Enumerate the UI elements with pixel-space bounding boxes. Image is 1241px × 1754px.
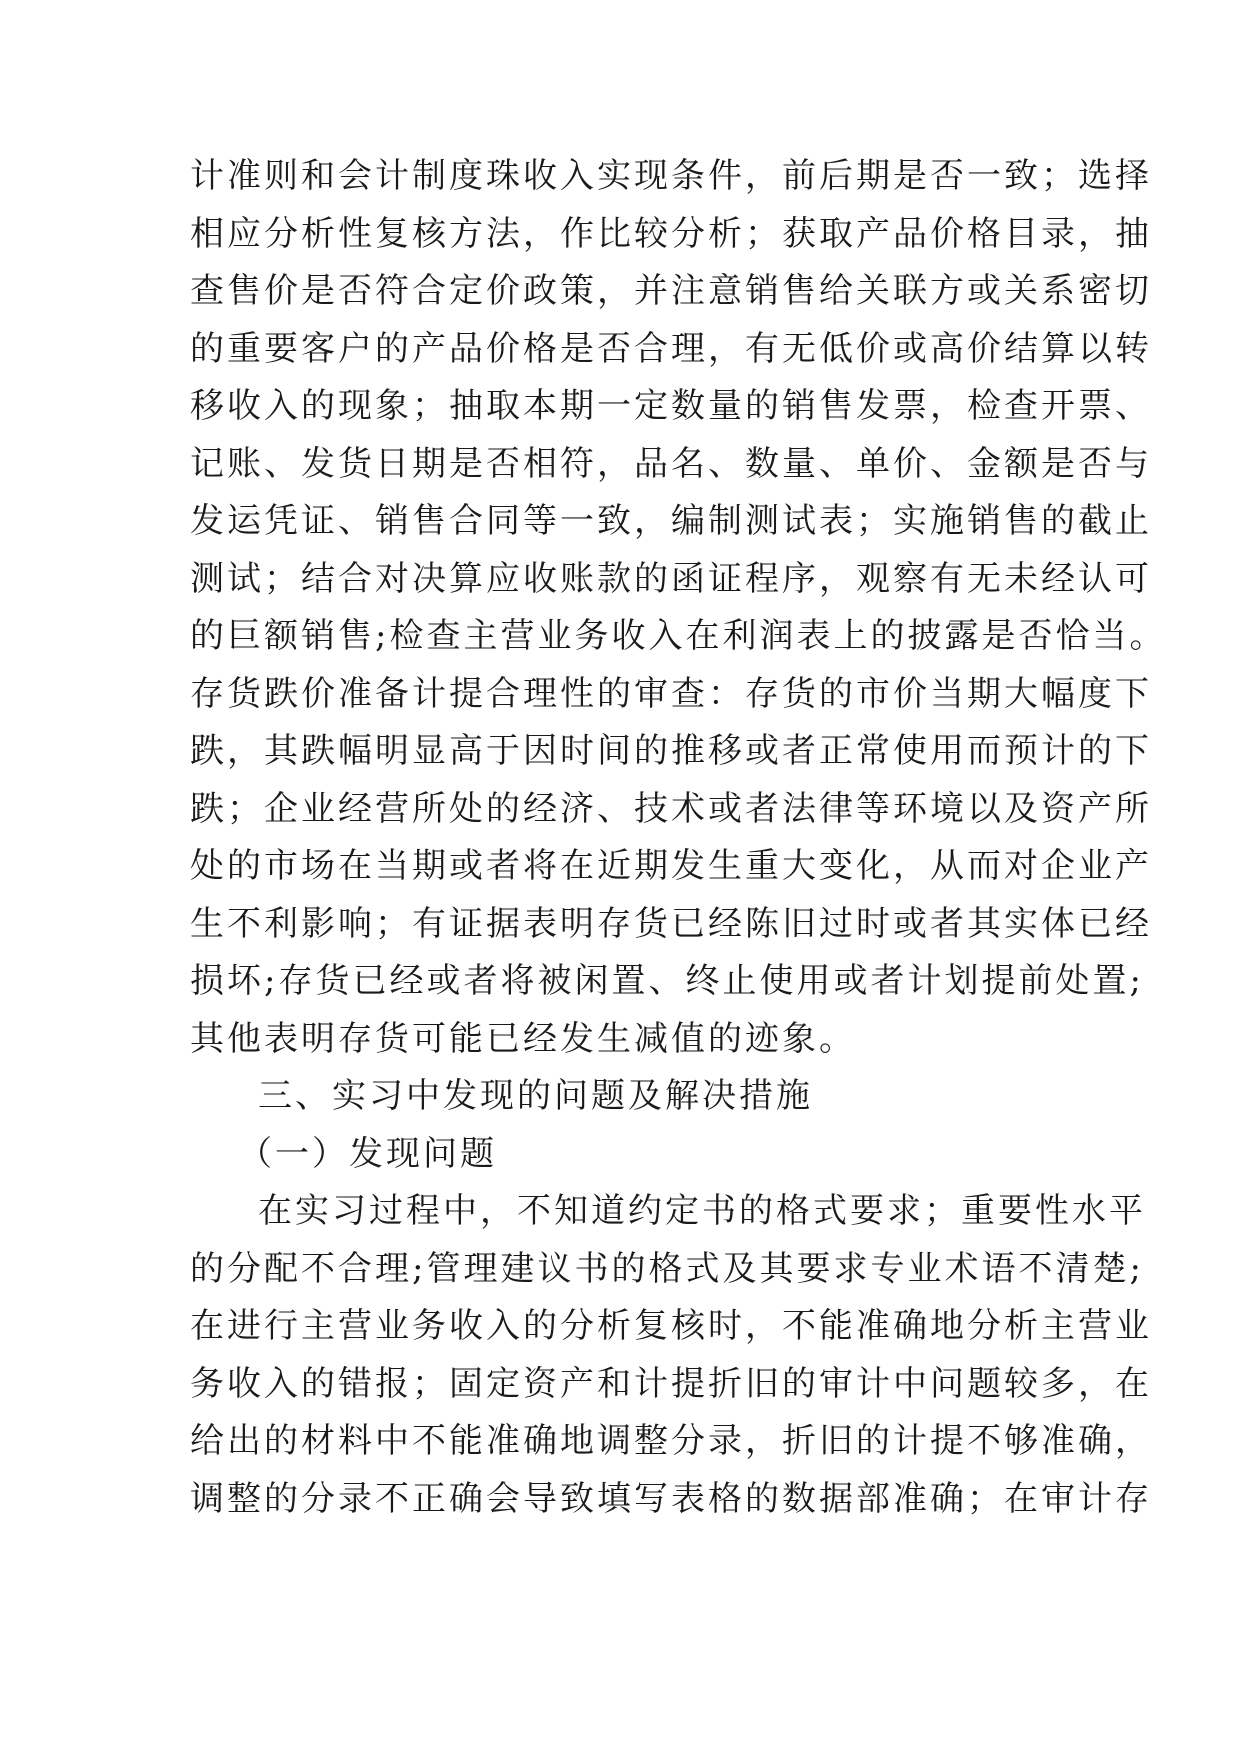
text-line: 记账、发货日期是否相符，品名、数量、单价、金额是否与 — [190, 443, 1152, 484]
section-heading — [190, 1068, 1050, 1126]
paragraph-audit-procedures — [190, 148, 1167, 1068]
heading-text: 三、实习中发现的问题及解决措施 — [258, 1076, 813, 1116]
subsection-heading — [190, 1126, 1050, 1184]
text-line: 测试；结合对决算应收账款的函证程序，观察有无未经认可 — [190, 558, 1152, 599]
text-line: 在实习过程中，不知道约定书的格式要求；重要性水平 — [258, 1191, 1146, 1231]
text-line: 处的市场在当期或者将在近期发生重大变化，从而对企业产 — [190, 846, 1152, 886]
text-line: 发运凭证、销售合同等一致，编制测试表；实施销售的截止 — [190, 501, 1152, 541]
text-line: 其他表明存货可能已经发生减值的迹象。 — [190, 1018, 856, 1059]
text-line: 调整的分录不正确会导致填写表格的数据部准确；在审计存 — [190, 1478, 1152, 1519]
text-line: 查售价是否符合定价政策，并注意销售给关联方或关系密切 — [190, 271, 1152, 311]
paragraph-problems-found — [190, 1183, 1152, 1528]
heading-text: （一）发现问题 — [238, 1133, 497, 1174]
text-line: 计准则和会计制度珠收入实现条件，前后期是否一致；选择 — [190, 156, 1152, 196]
text-line: 跌，其跌幅明显高于因时间的推移或者正常使用而预计的下 — [190, 731, 1152, 771]
text-line: 的分配不合理;管理建议书的格式及其要求专业术语不清楚; — [190, 1248, 1144, 1289]
document-body — [190, 148, 1167, 1528]
text-line: 损坏;存货已经或者将被闲置、终止使用或者计划提前处置; — [190, 961, 1144, 1001]
text-line: 的重要客户的产品价格是否合理，有无低价或高价结算以转 — [190, 328, 1152, 369]
text-line: 在进行主营业务收入的分析复核时，不能准确地分析主营业 — [190, 1306, 1152, 1346]
text-line: 相应分析性复核方法，作比较分析；获取产品价格目录，抽 — [190, 213, 1152, 254]
text-line: 务收入的错报；固定资产和计提折旧的审计中问题较多，在 — [190, 1363, 1152, 1404]
text-line: 跌；企业经营所处的经济、技术或者法律等环境以及资产所 — [190, 788, 1152, 829]
text-line: 给出的材料中不能准确地调整分录，折旧的计提不够准确， — [190, 1421, 1152, 1461]
text-line: 移收入的现象；抽取本期一定数量的销售发票，检查开票、 — [190, 386, 1152, 426]
text-line: 生不利影响；有证据表明存货已经陈旧过时或者其实体已经 — [190, 903, 1152, 944]
text-line: 的巨额销售;检查主营业务收入在利润表上的披露是否恰当。 — [190, 616, 1167, 656]
text-line: 存货跌价准备计提合理性的审查：存货的市价当期大幅度下 — [190, 673, 1152, 714]
